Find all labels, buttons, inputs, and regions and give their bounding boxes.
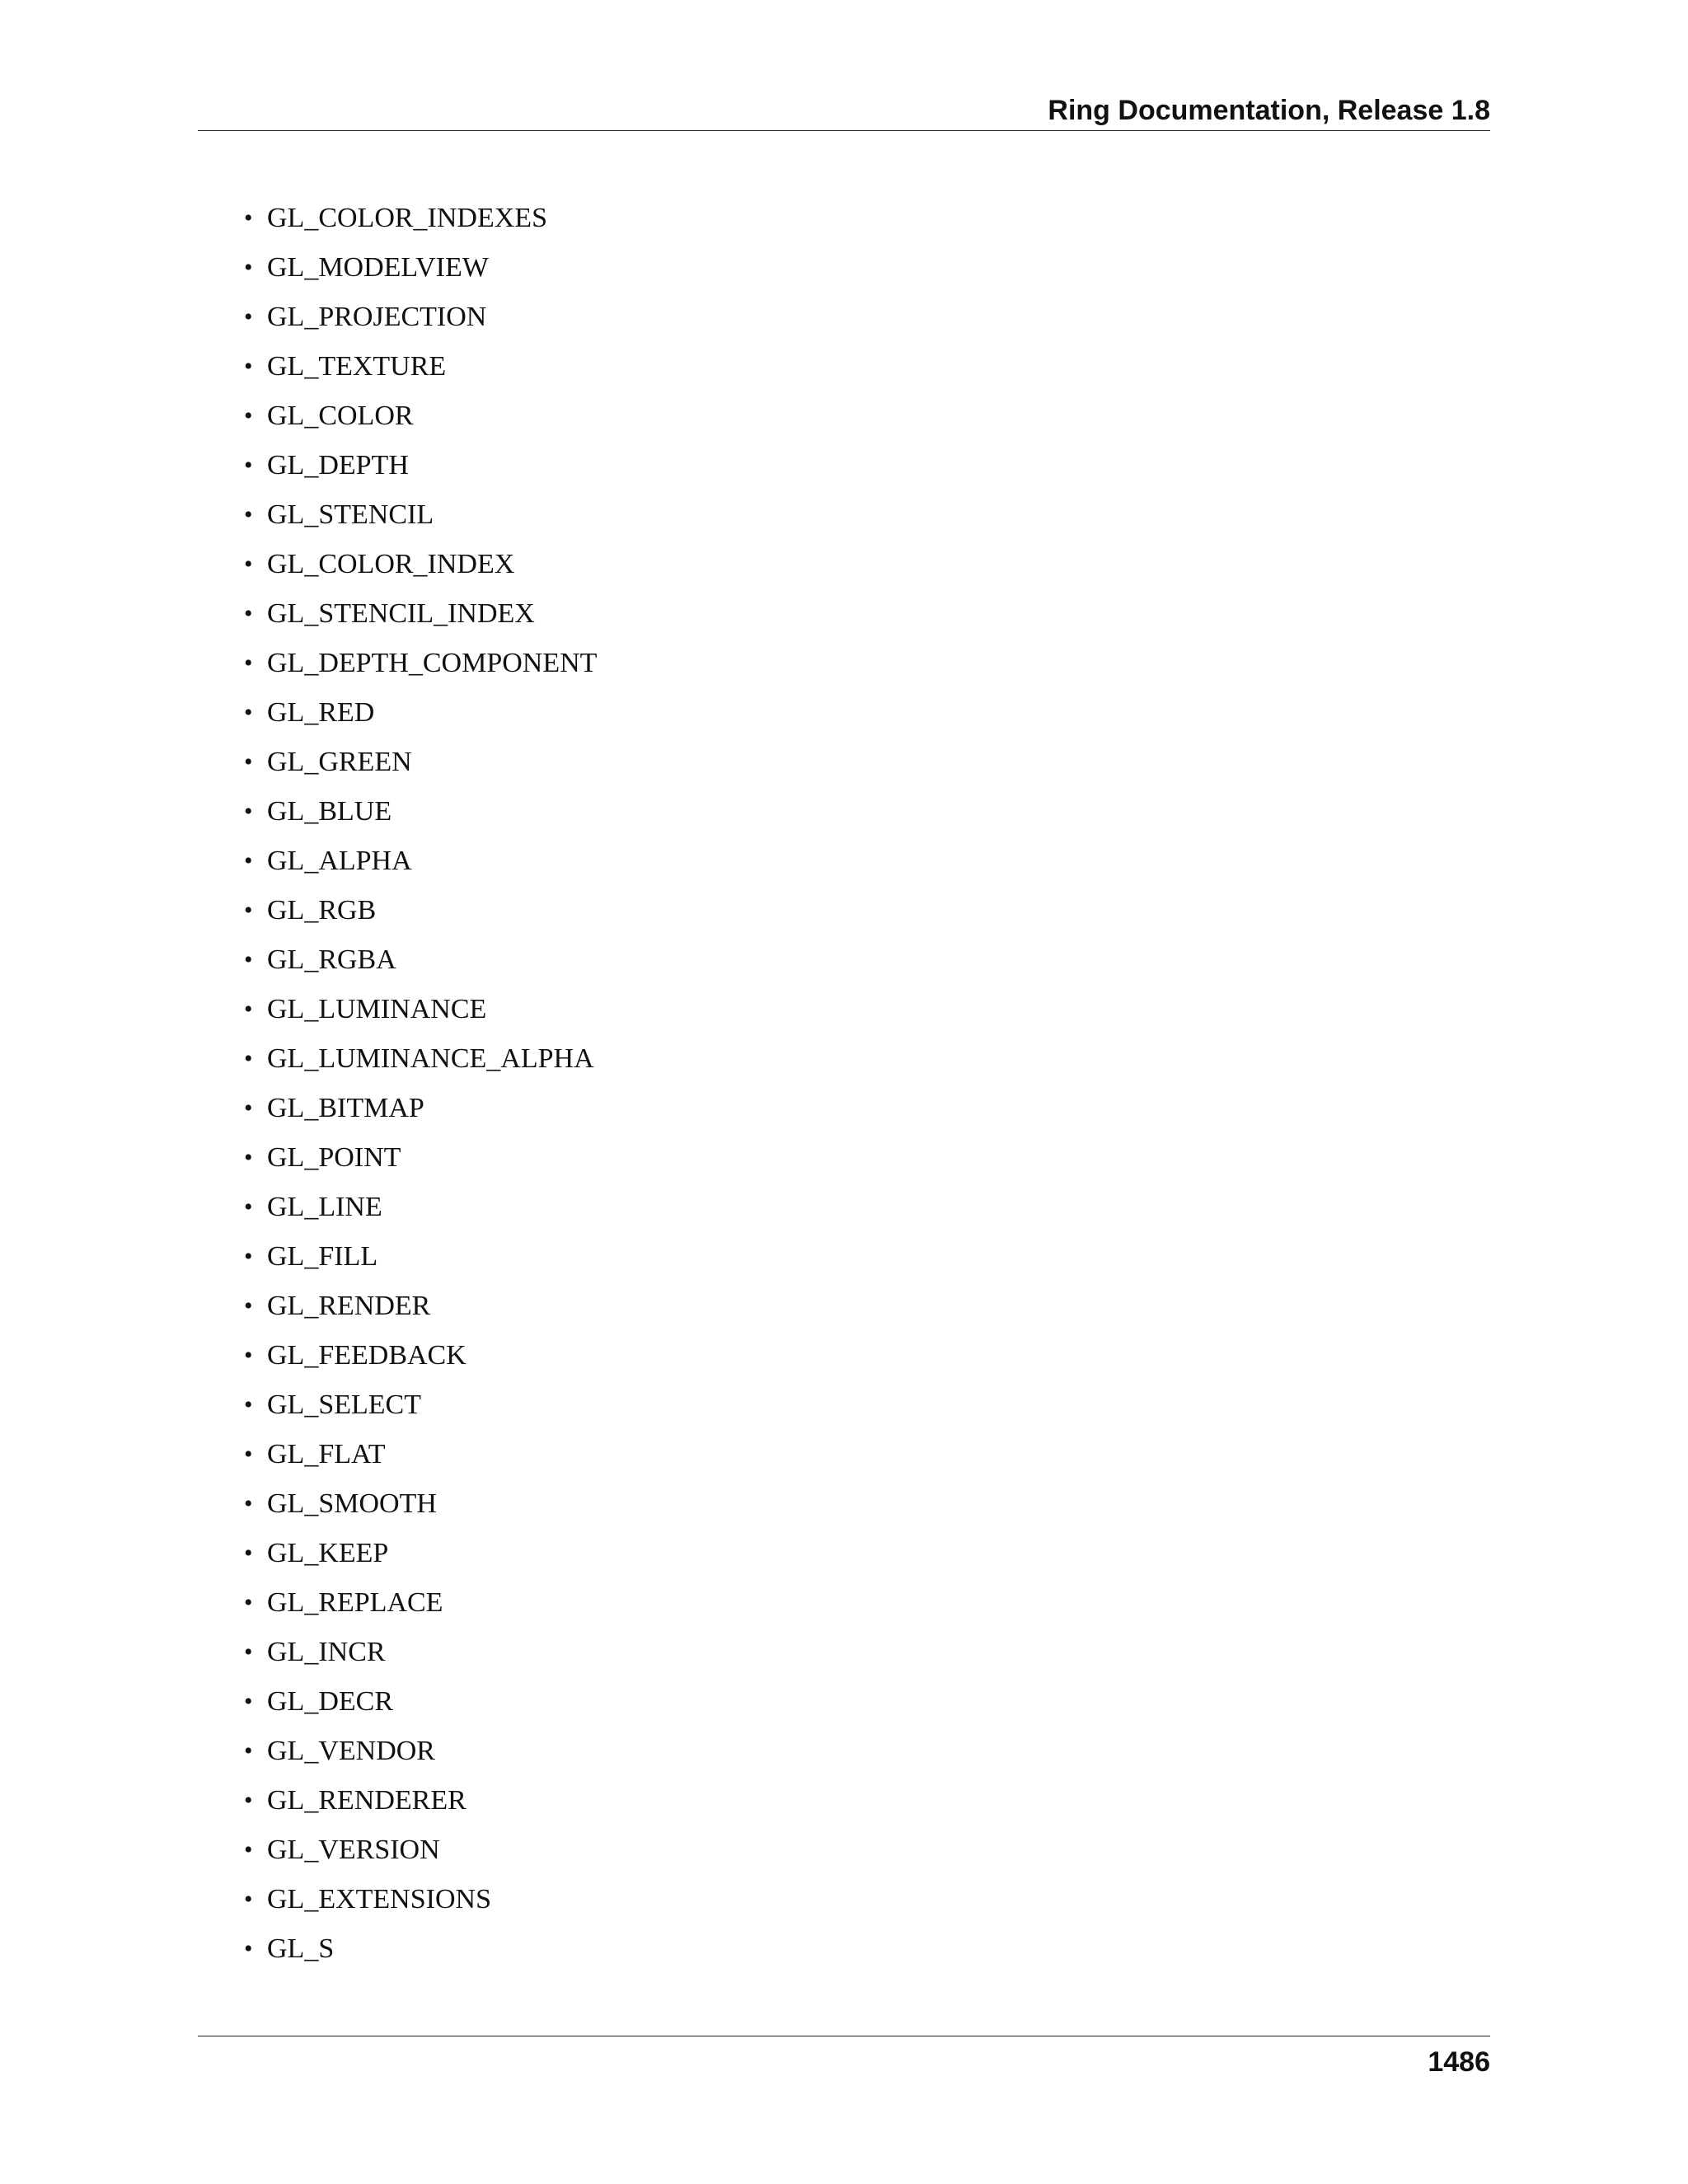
constant-name: GL_LUMINANCE [267, 994, 487, 1024]
bullet-icon: • [244, 1292, 253, 1319]
bullet-icon: • [244, 847, 253, 874]
list-item [244, 1529, 597, 1578]
bullet-icon: • [244, 1688, 253, 1715]
list-item [244, 837, 597, 886]
list-item [244, 1727, 597, 1776]
list-item [244, 1776, 597, 1825]
bullet-icon: • [244, 1935, 253, 1962]
bullet-icon: • [244, 353, 253, 380]
constant-name: GL_S [267, 1933, 335, 1964]
list-item [244, 1232, 597, 1282]
constant-name: GL_GREEN [267, 747, 412, 777]
list-item [244, 194, 597, 243]
constant-name: GL_COLOR_INDEX [267, 549, 515, 579]
bullet-icon: • [244, 1540, 253, 1567]
constant-name: GL_PROJECTION [267, 302, 487, 332]
list-item [244, 1084, 597, 1133]
bullet-icon: • [244, 452, 253, 479]
constant-name: GL_FLAT [267, 1439, 386, 1469]
bullet-icon: • [244, 204, 253, 232]
constant-name: GL_SMOOTH [267, 1488, 437, 1519]
list-item [244, 1479, 597, 1529]
constant-name: GL_MODELVIEW [267, 252, 489, 283]
bullet-icon: • [244, 1836, 253, 1863]
bullet-icon: • [244, 1045, 253, 1072]
constant-name: GL_DEPTH_COMPONENT [267, 648, 598, 678]
list-item [244, 1924, 597, 1974]
list-item [244, 1380, 597, 1430]
bullet-icon: • [244, 946, 253, 973]
constant-name: GL_LUMINANCE_ALPHA [267, 1043, 594, 1074]
constant-name: GL_STENCIL_INDEX [267, 598, 535, 629]
list-item [244, 1183, 597, 1232]
constant-name: GL_RGB [267, 895, 377, 926]
bullet-icon: • [244, 699, 253, 726]
constant-name: GL_RGBA [267, 944, 396, 975]
constant-name: GL_VENDOR [267, 1736, 435, 1766]
bullet-icon: • [244, 1193, 253, 1221]
constant-name: GL_INCR [267, 1637, 386, 1667]
constant-name: GL_FILL [267, 1241, 378, 1272]
constant-name: GL_FEEDBACK [267, 1340, 467, 1371]
constant-name: GL_BITMAP [267, 1093, 424, 1123]
list-item [244, 293, 597, 342]
page-number: 1486 [1428, 2046, 1490, 2078]
bullet-icon: • [244, 996, 253, 1023]
bullet-icon: • [244, 1342, 253, 1369]
bullet-icon: • [244, 1787, 253, 1814]
list-item [244, 1825, 597, 1875]
list-item [244, 1875, 597, 1924]
constant-name: GL_SELECT [267, 1390, 421, 1420]
list-item [244, 738, 597, 787]
bullet-icon: • [244, 649, 253, 677]
list-item [244, 441, 597, 490]
list-item [244, 688, 597, 738]
bullet-icon: • [244, 1589, 253, 1616]
bullet-icon: • [244, 897, 253, 924]
bullet-icon: • [244, 748, 253, 776]
constant-name: GL_TEXTURE [267, 351, 447, 382]
list-item [244, 1677, 597, 1727]
constant-name: GL_COLOR [267, 401, 414, 431]
list-item [244, 1034, 597, 1084]
constant-name: GL_STENCIL [267, 499, 434, 530]
list-item [244, 1133, 597, 1183]
list-item [244, 985, 597, 1034]
constant-name: GL_VERSION [267, 1835, 440, 1865]
list-item [244, 589, 597, 639]
header-divider [198, 130, 1490, 131]
bullet-icon: • [244, 551, 253, 578]
bullet-icon: • [244, 600, 253, 627]
bullet-icon: • [244, 798, 253, 825]
bullet-icon: • [244, 501, 253, 528]
bullet-icon: • [244, 1886, 253, 1913]
list-item [244, 1430, 597, 1479]
constant-name: GL_POINT [267, 1142, 401, 1173]
list-item [244, 1578, 597, 1628]
bullet-icon: • [244, 402, 253, 429]
constant-name: GL_RED [267, 697, 375, 728]
list-item [244, 1282, 597, 1331]
list-item [244, 1628, 597, 1677]
constant-name: GL_LINE [267, 1192, 382, 1222]
list-item [244, 490, 597, 540]
list-item [244, 342, 597, 391]
bullet-icon: • [244, 1243, 253, 1270]
bullet-icon: • [244, 1094, 253, 1122]
bullet-icon: • [244, 1144, 253, 1171]
constant-name: GL_RENDER [267, 1291, 431, 1321]
list-item [244, 243, 597, 293]
running-header-title: Ring Documentation, Release 1.8 [1048, 95, 1490, 126]
constant-list [244, 194, 597, 1974]
list-item [244, 935, 597, 985]
bullet-icon: • [244, 1441, 253, 1468]
constant-name: GL_COLOR_INDEXES [267, 203, 547, 233]
constant-name: GL_RENDERER [267, 1785, 467, 1816]
bullet-icon: • [244, 1391, 253, 1418]
constant-name: GL_DEPTH [267, 450, 409, 480]
constant-name: GL_REPLACE [267, 1587, 443, 1618]
constant-name: GL_KEEP [267, 1538, 389, 1568]
list-item [244, 540, 597, 589]
list-item [244, 639, 597, 688]
bullet-icon: • [244, 1737, 253, 1765]
constant-name: GL_ALPHA [267, 846, 412, 876]
bullet-icon: • [244, 1490, 253, 1517]
list-item [244, 391, 597, 441]
constant-name: GL_BLUE [267, 796, 392, 827]
list-item [244, 886, 597, 935]
constant-name: GL_EXTENSIONS [267, 1884, 491, 1915]
constant-name: GL_DECR [267, 1686, 393, 1717]
bullet-icon: • [244, 254, 253, 281]
list-item [244, 1331, 597, 1380]
bullet-icon: • [244, 303, 253, 330]
list-item [244, 787, 597, 837]
bullet-icon: • [244, 1638, 253, 1666]
